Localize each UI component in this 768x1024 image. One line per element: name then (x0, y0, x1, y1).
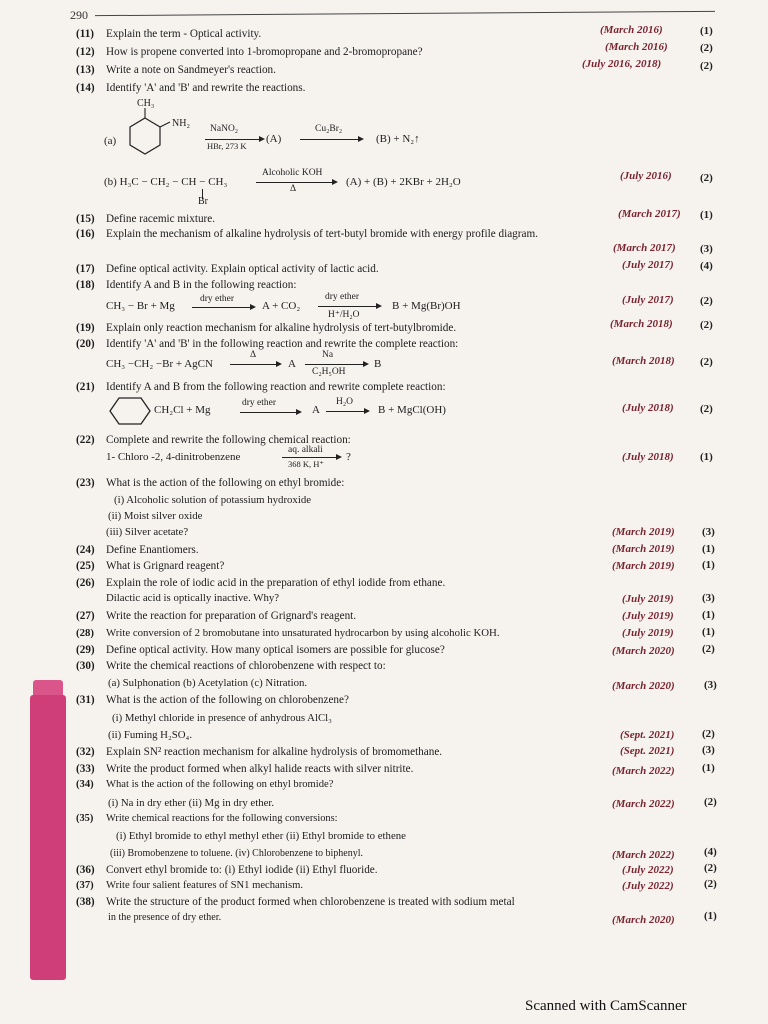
question-text: Explain the term - Optical activity. (106, 28, 262, 40)
question-line (76, 880, 303, 891)
question-text: Explain the role of iodic acid in the preparation of ethyl iodide from ethane. (106, 577, 446, 589)
question-number: (32) (76, 746, 95, 758)
condition-label: HBr, 273 K (207, 141, 247, 151)
question-line (76, 544, 199, 556)
reagent-label: aq. alkali (288, 445, 323, 455)
question-line (76, 28, 261, 40)
question-number: (18) (76, 279, 95, 291)
condition-label: C₂H₅OH (312, 367, 346, 377)
exam-date: (July 2018) (622, 402, 674, 414)
question-text: Define Enantiomers. (106, 544, 199, 556)
question-number: (12) (76, 46, 95, 58)
sub-question: in the presence of dry ether. (108, 912, 222, 923)
question-line (76, 896, 515, 908)
side-tab-marker (30, 695, 66, 980)
marks: (2) (702, 728, 715, 740)
methyl-group: CH₃ (137, 98, 155, 109)
reactant: CH₂Cl + Mg (154, 404, 211, 416)
exam-date: (July 2019) (622, 593, 674, 605)
exam-date: (March 2018) (610, 318, 673, 330)
exam-date: (July 2022) (622, 880, 674, 892)
marks: (2) (700, 403, 713, 415)
marks: (2) (704, 862, 717, 874)
reagent-label: Na (322, 350, 334, 360)
question-number: (25) (76, 560, 95, 572)
question-text: Identify A and B in the following reaction: (106, 279, 297, 291)
exam-date: (March 2022) (612, 798, 675, 810)
question-line (76, 213, 215, 225)
question-text: What is the action of the following on chlorobenzene? (106, 694, 349, 706)
exam-date: (March 2018) (612, 355, 675, 367)
marks: (2) (702, 643, 715, 655)
question-number: (16) (76, 228, 95, 240)
question-number: (37) (76, 880, 94, 891)
exam-date: (July 2017) (622, 259, 674, 271)
marks: (1) (702, 762, 715, 774)
product: B + MgCl(OH) (378, 404, 446, 416)
question-number: (29) (76, 644, 95, 656)
exam-date: (March 2019) (612, 560, 675, 572)
question-number: (11) (76, 28, 95, 40)
question-line (76, 82, 305, 94)
question-line (76, 381, 446, 393)
question-number: (19) (76, 322, 95, 334)
products: (A) + (B) + 2KBr + 2H₂O (346, 176, 461, 188)
question-text: Write the product formed when alkyl halide reacts with silver nitrite. (106, 763, 414, 775)
marks: (2) (704, 878, 717, 890)
exam-date: (March 2020) (612, 645, 675, 657)
reaction-arrow (305, 364, 367, 365)
reagent-label: dry ether (242, 398, 277, 408)
exam-date: (July 2019) (622, 627, 674, 639)
reagent-label: Cu₂Br₂ (315, 124, 343, 134)
bromine-substituent: Br (198, 196, 208, 207)
reaction-arrow (256, 182, 336, 183)
exam-date: (March 2020) (612, 914, 675, 926)
reagent-label: Alcoholic KOH (262, 168, 323, 178)
exam-date: (July 2016, 2018) (582, 58, 662, 70)
product-a: A (312, 404, 320, 416)
question-text: Write chemical reactions for the following conversions: (106, 813, 338, 824)
marks: (1) (702, 559, 715, 571)
exam-date: (July 2017) (622, 294, 674, 306)
question-line (76, 864, 378, 876)
question-line (76, 338, 458, 350)
question-line (76, 813, 338, 824)
question-line (76, 610, 356, 622)
question-line (76, 477, 344, 489)
exam-date: (March 2019) (612, 543, 675, 555)
question-line (76, 322, 456, 334)
question-number: (36) (76, 864, 95, 876)
marks: (3) (702, 744, 715, 756)
unknown-product: ? (346, 451, 351, 463)
question-text: Write the reaction for preparation of Grignard's reagent. (106, 610, 357, 622)
header-rule (95, 11, 715, 16)
question-line (76, 279, 296, 291)
question-line (76, 627, 500, 639)
sub-question: (ii) Fuming H₂SO₄. (108, 729, 193, 741)
question-text: Explain SN² reaction mechanism for alkaline hydrolysis of bromomethane. (106, 746, 443, 758)
reagent-label: H₂O (336, 397, 354, 407)
question-text: Complete and rewrite the following chemical reaction: (106, 434, 351, 446)
product: B + Mg(Br)OH (392, 300, 461, 312)
question-number: (23) (76, 477, 95, 489)
sub-question: (iii) Bromobenzene to toluene. (iv) Chlorobenzene to biphenyl. (110, 848, 363, 859)
question-text: How is propene converted into 1-bromopropane and 2-bromopropane? (106, 46, 423, 58)
exam-date: (July 2018) (622, 451, 674, 463)
marks: (2) (700, 42, 713, 54)
reaction-arrow (230, 364, 280, 365)
reagent-label: dry ether (325, 292, 360, 302)
exam-date: (March 2020) (612, 680, 675, 692)
question-text: Identify 'A' and 'B' and rewrite the reactions. (106, 82, 306, 94)
exam-date: (Sept. 2021) (620, 745, 675, 757)
question-text: Write a note on Sandmeyer's reaction. (106, 64, 276, 76)
question-text: Explain the mechanism of alkaline hydrolysis of tert-butyl bromide with energy profile diagram. (106, 228, 538, 240)
exam-date: (July 2022) (622, 864, 674, 876)
reaction-arrow (282, 457, 340, 458)
question-text: Define optical activity. How many optical isomers are possible for glucose? (106, 644, 445, 656)
question-number: (24) (76, 544, 95, 556)
question-number: (13) (76, 64, 95, 76)
marks: (1) (702, 626, 715, 638)
exam-date: (March 2017) (613, 242, 676, 254)
sub-question: (iii) Silver acetate? (106, 526, 189, 538)
question-text: Identify 'A' and 'B' in the following reaction and rewrite the complete reaction: (106, 338, 459, 350)
question-number: (30) (76, 660, 95, 672)
intermediate: A + CO₂ (262, 300, 301, 312)
question-number: (35) (76, 813, 94, 824)
marks: (2) (700, 319, 713, 331)
question-text: Explain only reaction mechanism for alkaline hydrolysis of tert-butylbromide. (106, 322, 457, 334)
cyclohexane-ring-structure (108, 396, 152, 428)
reactant: CH₃ −CH₂ −Br + AgCN (106, 358, 213, 370)
question-text: Convert ethyl bromide to: (i) Ethyl iodide (ii) Ethyl fluoride. (106, 864, 378, 876)
condition-label: Δ (250, 350, 257, 360)
product-a: (A) (266, 133, 282, 145)
question-number: (33) (76, 763, 95, 775)
condition-label: Δ (290, 184, 297, 194)
marks: (2) (700, 295, 713, 307)
exam-date: (March 2017) (618, 208, 681, 220)
reaction-arrow (240, 412, 300, 413)
page-number: 290 (70, 8, 88, 22)
product-a: A (288, 358, 296, 370)
question-text: Identify A and B from the following reaction and rewrite complete reaction: (106, 381, 446, 393)
question-line (76, 763, 413, 775)
question-text: Define optical activity. Explain optical activity of lactic acid. (106, 263, 379, 275)
question-number: (28) (76, 627, 94, 639)
marks: (2) (700, 356, 713, 368)
question-number: (38) (76, 896, 95, 908)
question-number: (34) (76, 779, 94, 790)
sub-question: Dilactic acid is optically inactive. Why? (106, 592, 280, 604)
marks: (1) (700, 451, 713, 463)
marks: (1) (702, 543, 715, 555)
question-number: (26) (76, 577, 95, 589)
marks: (3) (702, 526, 715, 538)
sub-question: (i) Alcoholic solution of potassium hydroxide (114, 494, 312, 506)
reaction-arrow (300, 139, 362, 140)
marks: (1) (700, 209, 713, 221)
exam-date: (Sept. 2021) (620, 729, 675, 741)
question-text: What is the action of the following on ethyl bromide? (106, 779, 334, 790)
exam-date: (March 2016) (605, 41, 668, 53)
exam-date: (March 2022) (612, 849, 675, 861)
exam-date: (March 2019) (612, 526, 675, 538)
exam-date: (July 2019) (622, 610, 674, 622)
exam-date: (July 2016) (620, 170, 672, 182)
question-text: What is Grignard reagent? (106, 560, 225, 572)
reaction-arrow (192, 307, 254, 308)
amino-group: NH₂ (172, 118, 190, 129)
question-line (76, 577, 445, 589)
question-number: (15) (76, 213, 95, 225)
question-line (76, 263, 379, 275)
marks: (2) (700, 172, 713, 184)
marks: (2) (700, 60, 713, 72)
product-b: B (374, 358, 382, 370)
marks: (4) (700, 260, 713, 272)
question-number: (17) (76, 263, 95, 275)
question-number: (21) (76, 381, 95, 393)
question-line (76, 560, 224, 572)
question-line (76, 644, 445, 656)
reaction-arrow (318, 306, 380, 307)
reactant: CH₃ − Br + Mg (106, 300, 175, 312)
marks: (1) (702, 609, 715, 621)
question-number: (22) (76, 434, 95, 446)
reaction-arrow (205, 139, 263, 140)
marks: (3) (702, 592, 715, 604)
question-text: What is the action of the following on ethyl bromide: (106, 477, 345, 489)
question-line (76, 64, 276, 76)
exam-date: (March 2022) (612, 765, 675, 777)
product-b: (B) + N₂↑ (376, 133, 420, 145)
sub-question: (ii) Moist silver oxide (108, 510, 203, 522)
reaction-arrow (326, 411, 368, 412)
marks: (1) (704, 910, 717, 922)
marks: (4) (704, 846, 717, 858)
sub-part-label: (a) (104, 135, 117, 147)
question-text: Write the chemical reactions of chlorobenzene with respect to: (106, 660, 386, 672)
question-line (76, 228, 538, 240)
condition-label: 368 K, H⁺ (288, 459, 324, 469)
marks: (3) (704, 679, 717, 691)
question-text: Write conversion of 2 bromobutane into unsaturated hydrocarbon by using alcoholic KOH. (106, 627, 500, 639)
sub-question: (i) Methyl chloride in presence of anhydrous AlCl₃ (112, 712, 332, 724)
question-line (76, 660, 386, 672)
question-number: (27) (76, 610, 95, 622)
question-line (76, 694, 349, 706)
question-line (76, 746, 442, 758)
sub-question: (i) Ethyl bromide to ethyl methyl ether (ii) Ethyl bromide to ethene (116, 830, 406, 842)
reactant: 1- Chloro -2, 4-dinitrobenzene (106, 451, 241, 463)
reactant: (b) H₃C − CH₂ − CH − CH₃ (104, 176, 228, 188)
question-line (76, 779, 333, 790)
question-text: Write four salient features of SN1 mechanism. (106, 880, 303, 891)
reagent-label: NaNO₂ (210, 124, 239, 134)
question-number: (14) (76, 82, 95, 94)
marks: (2) (704, 796, 717, 808)
reagent-label: dry ether (200, 294, 235, 304)
question-text: Define racemic mixture. (106, 213, 216, 225)
question-line (76, 46, 423, 58)
marks: (3) (700, 243, 713, 255)
scanner-watermark: Scanned with CamScanner (525, 998, 687, 1014)
question-number: (31) (76, 694, 95, 706)
marks: (1) (700, 25, 713, 37)
sub-question: (a) Sulphonation (b) Acetylation (c) Nitration. (108, 677, 308, 689)
question-text: Write the structure of the product formed when chlorobenzene is treated with sodium metal (106, 896, 515, 908)
question-number: (20) (76, 338, 95, 350)
sub-question: (i) Na in dry ether (ii) Mg in dry ether. (108, 797, 275, 809)
exam-date: (March 2016) (600, 24, 663, 36)
condition-label: H⁺/H₂O (328, 310, 360, 320)
benzene-ring-structure (120, 100, 190, 170)
